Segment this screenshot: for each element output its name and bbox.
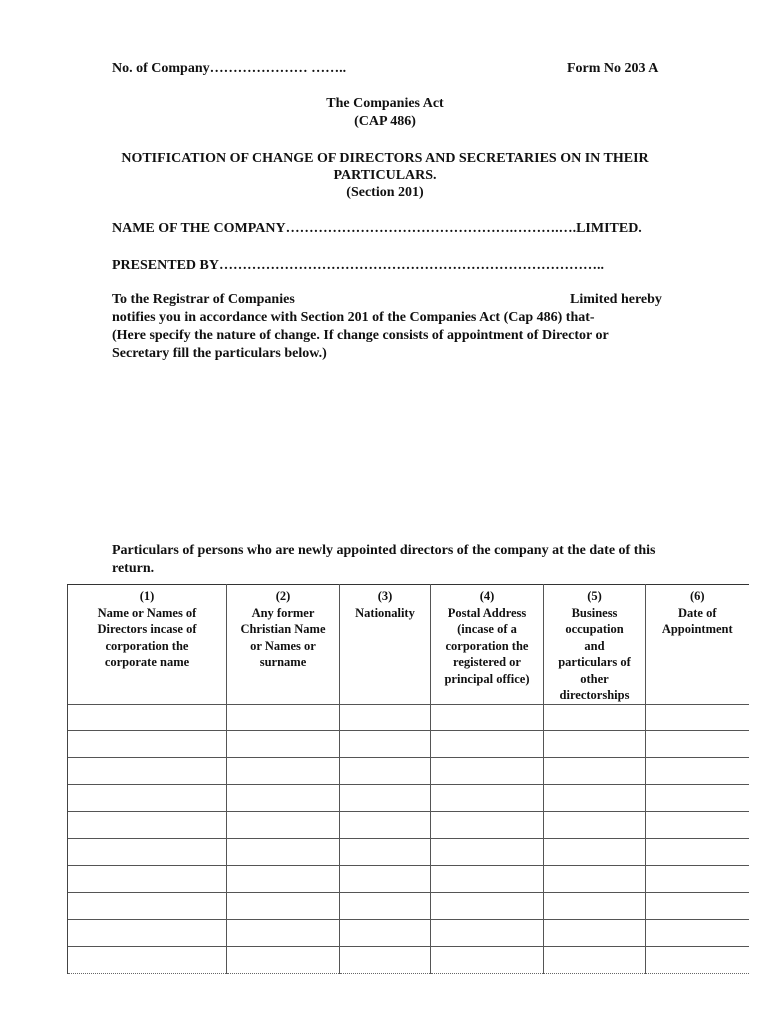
table-cell[interactable]	[68, 704, 227, 731]
column-header-text: Appointment	[661, 622, 733, 636]
column-header-text: principal office)	[444, 671, 530, 686]
table-header-row	[68, 585, 749, 705]
column-number: (5)	[587, 589, 602, 603]
table-cell[interactable]	[646, 839, 749, 866]
column-number: (2)	[275, 589, 291, 603]
table-cell[interactable]	[646, 785, 749, 812]
column-header-6	[646, 585, 749, 705]
table-cell[interactable]	[227, 946, 340, 973]
table-cell[interactable]	[544, 731, 646, 758]
table-cell[interactable]	[340, 704, 431, 731]
table-cell[interactable]	[431, 946, 544, 973]
column-header-text: Christian Name	[240, 622, 326, 636]
column-header-5	[544, 585, 646, 705]
column-header-text: Name or Names of	[97, 605, 197, 620]
particulars-intro-cont: return.	[112, 561, 155, 576]
column-header-1	[68, 585, 227, 705]
table-cell[interactable]	[544, 893, 646, 920]
instruction-line: (Here specify the nature of change. If change consists of appointment of Director or	[112, 328, 609, 343]
table-cell[interactable]	[544, 920, 646, 947]
table-cell[interactable]	[340, 785, 431, 812]
table-cell[interactable]	[646, 866, 749, 893]
column-number: (1)	[139, 589, 155, 603]
table-row	[68, 920, 749, 947]
column-header-3	[340, 585, 431, 705]
table-cell[interactable]	[544, 839, 646, 866]
table-cell[interactable]	[340, 920, 431, 947]
column-header-text: registered or	[453, 655, 521, 669]
column-number: (4)	[479, 589, 495, 603]
table-cell[interactable]	[68, 731, 227, 758]
table-cell[interactable]	[227, 893, 340, 920]
table-cell[interactable]	[340, 893, 431, 920]
column-header-text: other	[580, 671, 609, 686]
table-cell[interactable]	[340, 812, 431, 839]
column-header-text: Nationality	[355, 605, 415, 620]
table-row	[68, 812, 749, 839]
table-cell[interactable]	[544, 785, 646, 812]
table-cell[interactable]	[544, 758, 646, 785]
table-cell[interactable]	[227, 704, 340, 731]
column-header-text: occupation	[565, 622, 624, 636]
table-row	[68, 839, 749, 866]
column-header-text: Business	[571, 605, 618, 620]
table-cell[interactable]	[646, 758, 749, 785]
column-header-text: corporate name	[104, 655, 190, 669]
column-number: (6)	[689, 589, 705, 603]
column-header-text: particulars of	[558, 655, 631, 669]
table-row	[68, 758, 749, 785]
table-cell[interactable]	[68, 839, 227, 866]
table-cell[interactable]	[544, 866, 646, 893]
table-cell[interactable]	[646, 893, 749, 920]
company-number-field: No. of Company………………… ……..	[112, 61, 347, 76]
table-cell[interactable]	[340, 758, 431, 785]
column-header-text: corporation the	[445, 638, 529, 653]
table-cell[interactable]	[227, 812, 340, 839]
table-row	[68, 704, 749, 731]
column-number: (3)	[377, 589, 393, 603]
column-header-text: and	[584, 638, 605, 653]
table-cell[interactable]	[227, 731, 340, 758]
act-title: The Companies Act	[326, 96, 444, 111]
column-header-text: Postal Address	[447, 605, 527, 620]
table-cell[interactable]	[646, 704, 749, 731]
table-cell[interactable]	[227, 785, 340, 812]
notification-heading-cont: PARTICULARS.	[333, 168, 437, 183]
presented-by-field: PRESENTED BY………………………………………………………………………..	[112, 258, 604, 273]
column-header-text: surname	[259, 655, 307, 669]
table-cell[interactable]	[68, 920, 227, 947]
particulars-intro: Particulars of persons who are newly appointed directors of the company at the date of this	[112, 543, 656, 558]
act-cap: (CAP 486)	[354, 114, 416, 129]
column-header-text: Directors incase of	[97, 622, 197, 636]
table-cell[interactable]	[340, 839, 431, 866]
table-row	[68, 893, 749, 920]
table-cell[interactable]	[431, 893, 544, 920]
column-header-4	[431, 585, 544, 705]
table-row	[68, 946, 749, 973]
table-cell[interactable]	[431, 839, 544, 866]
table-cell[interactable]	[544, 812, 646, 839]
column-header-text: Any former	[251, 605, 315, 620]
table-cell[interactable]	[340, 866, 431, 893]
table-cell[interactable]	[68, 946, 227, 973]
column-header-text: directorships	[559, 688, 630, 702]
table-cell[interactable]	[227, 758, 340, 785]
table-cell[interactable]	[431, 812, 544, 839]
notification-body-line: notifies you in accordance with Section 201 of the Companies Act (Cap 486) that-	[112, 310, 595, 325]
limited-hereby-text: Limited hereby	[570, 292, 662, 307]
column-header-text: or Names or	[250, 638, 316, 653]
column-header-2	[227, 585, 340, 705]
table-cell[interactable]	[68, 866, 227, 893]
table-cell[interactable]	[431, 866, 544, 893]
column-header-text: Date of	[677, 605, 717, 620]
table-cell[interactable]	[544, 946, 646, 973]
table-cell[interactable]	[544, 704, 646, 731]
form-number: Form No 203 A	[567, 61, 659, 76]
table-cell[interactable]	[340, 946, 431, 973]
table-cell[interactable]	[646, 946, 749, 973]
table-cell[interactable]	[68, 812, 227, 839]
company-name-field: NAME OF THE COMPANY………………………………………….……….….LIMITED.	[112, 221, 642, 236]
table-cell[interactable]	[431, 920, 544, 947]
table-row	[68, 731, 749, 758]
table-cell[interactable]	[431, 785, 544, 812]
table-cell[interactable]	[646, 731, 749, 758]
table-cell[interactable]	[227, 839, 340, 866]
table-cell[interactable]	[68, 758, 227, 785]
column-header-text: corporation the	[105, 638, 189, 653]
table-cell[interactable]	[646, 920, 749, 947]
table-cell[interactable]	[431, 758, 544, 785]
instruction-line-cont: Secretary fill the particulars below.)	[112, 346, 327, 361]
table-row	[68, 785, 749, 812]
column-header-text: (incase of a	[457, 622, 517, 636]
table-cell[interactable]	[431, 704, 544, 731]
table-cell[interactable]	[646, 812, 749, 839]
notification-heading: NOTIFICATION OF CHANGE OF DIRECTORS AND SECRETARIES ON IN THEIR	[121, 151, 649, 166]
table-cell[interactable]	[68, 785, 227, 812]
section-reference: (Section 201)	[346, 185, 424, 200]
particulars-table	[67, 584, 749, 974]
table-row	[68, 866, 749, 893]
table-cell[interactable]	[340, 731, 431, 758]
table-cell[interactable]	[68, 893, 227, 920]
table-cell[interactable]	[431, 731, 544, 758]
table-cell[interactable]	[227, 866, 340, 893]
to-registrar-text: To the Registrar of Companies	[112, 292, 295, 307]
table-cell[interactable]	[227, 920, 340, 947]
